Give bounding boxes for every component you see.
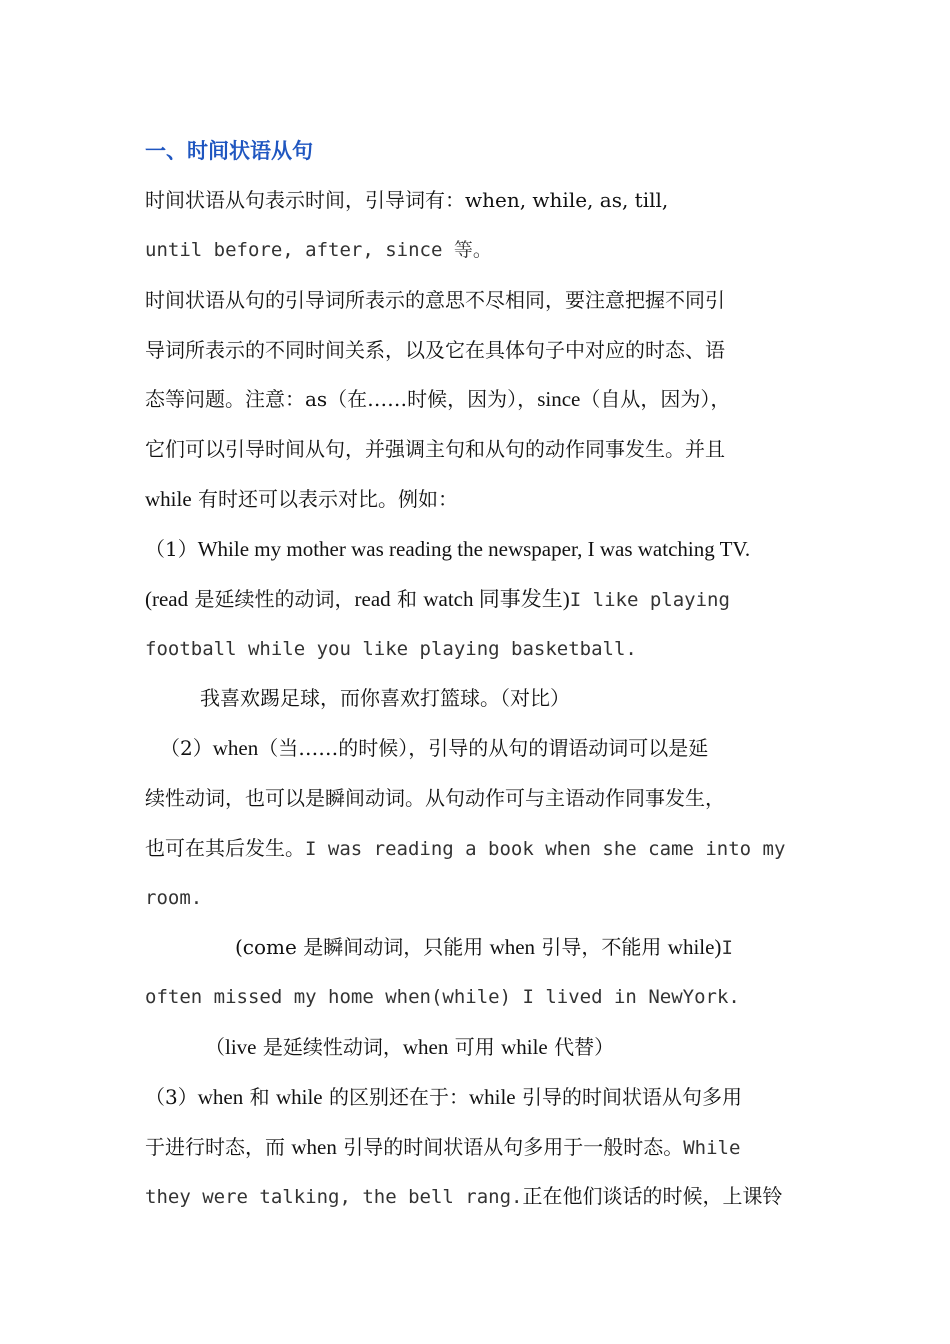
text-run: 有时还可以表示对比。例如： bbox=[191, 487, 459, 511]
text-run: watch bbox=[423, 587, 474, 611]
text-run: when bbox=[291, 1135, 337, 1159]
text-run: （自从，因为）， bbox=[580, 387, 731, 411]
text-run: 代替） bbox=[547, 1035, 615, 1059]
paragraph-line bbox=[145, 286, 725, 314]
text-run: since bbox=[537, 387, 581, 411]
text-run: while bbox=[468, 1085, 516, 1109]
text-run: 我喜欢踢足球，而你喜欢打篮球。（对比） bbox=[200, 686, 570, 710]
paragraph-line bbox=[145, 535, 750, 563]
paragraph-line bbox=[145, 435, 725, 463]
text-run: while bbox=[501, 1035, 548, 1059]
paragraph-line bbox=[200, 684, 570, 712]
text-run: 于进行时态，而 bbox=[145, 1135, 292, 1159]
text-run: they were talking, the bell rang. bbox=[145, 1186, 523, 1208]
text-run: 续性动词，也可以是瞬间动词。从句动作可与主语动作同事发生， bbox=[145, 786, 725, 810]
text-run: （2） bbox=[160, 736, 213, 760]
text-run: （ bbox=[205, 1035, 225, 1059]
text-run: (come 是瞬间动词，只能用 bbox=[235, 935, 490, 959]
paragraph-line bbox=[145, 236, 492, 264]
text-run: 是延续性的动词， bbox=[188, 587, 355, 611]
text-run: While my mother was reading the newspaper, I was watching TV. bbox=[197, 537, 751, 561]
text-run: I like playing bbox=[569, 589, 730, 611]
paragraph-line bbox=[160, 734, 708, 762]
text-run: 同事发生) bbox=[473, 587, 570, 611]
text-run: 时间状语从句表示时间，引导词有：when, while, as, till, bbox=[145, 188, 669, 212]
text-run: live bbox=[225, 1035, 257, 1059]
text-run: while) bbox=[667, 935, 722, 959]
paragraph-line bbox=[145, 186, 668, 214]
text-run: （3） bbox=[145, 1085, 198, 1109]
paragraph-line bbox=[145, 1083, 742, 1111]
text-run: room. bbox=[145, 887, 203, 909]
text-run: when bbox=[489, 935, 536, 959]
text-run: 也可在其后发生。 bbox=[145, 836, 305, 860]
text-run: 引导的时间状语从句多用 bbox=[515, 1085, 742, 1109]
paragraph-line bbox=[205, 1033, 614, 1061]
text-run: when bbox=[197, 1085, 244, 1109]
text-run: 是延续性动词， bbox=[256, 1035, 403, 1059]
text-run: 态等问题。注意：as（在……时候，因为）， bbox=[145, 387, 538, 411]
paragraph-line bbox=[145, 1182, 783, 1211]
text-run: I bbox=[721, 937, 733, 959]
text-run: （1） bbox=[145, 537, 198, 561]
text-run: (read bbox=[145, 587, 189, 611]
text-run: 导词所表示的不同时间关系，以及它在具体句子中对应的时态、语 bbox=[145, 338, 725, 362]
text-run: 引导的时间状语从句多用于一般时态。 bbox=[336, 1135, 684, 1159]
text-run: 时间状语从句的引导词所表示的意思不尽相同，要注意把握不同引 bbox=[145, 288, 725, 312]
text-run: 它们可以引导时间从句，并强调主句和从句的动作同事发生。并且 bbox=[145, 437, 725, 461]
paragraph-line bbox=[145, 485, 458, 513]
text-run: （当……的时候），引导的从句的谓语动词可以是延 bbox=[258, 736, 709, 760]
paragraph-line bbox=[145, 336, 725, 364]
text-run: I was reading a book when she came into my bbox=[305, 838, 786, 860]
text-run: until before, after, since 等。 bbox=[145, 239, 492, 261]
paragraph-line bbox=[145, 784, 725, 812]
paragraph-line bbox=[145, 834, 785, 863]
text-run: when bbox=[212, 736, 259, 760]
paragraph-line bbox=[145, 983, 740, 1011]
text-run: 的区别还在于： bbox=[322, 1085, 469, 1109]
paragraph-line bbox=[235, 933, 733, 962]
text-run: 和 bbox=[243, 1085, 276, 1109]
text-run: 正在他们谈话的时候，上课铃 bbox=[522, 1184, 783, 1208]
text-run: 和 bbox=[390, 587, 424, 611]
text-run: often missed my home when(while) I lived in NewYork. bbox=[145, 986, 740, 1008]
paragraph-line bbox=[145, 1133, 740, 1162]
paragraph-line bbox=[145, 585, 730, 614]
section-heading: 一、时间状语从句 bbox=[145, 139, 313, 163]
text-run: football while you like playing basketball. bbox=[145, 638, 637, 660]
text-run: while bbox=[145, 487, 192, 511]
text-run: 引导，不能用 bbox=[535, 935, 668, 959]
text-run: read bbox=[354, 587, 391, 611]
text-run: when bbox=[402, 1035, 449, 1059]
paragraph-line bbox=[145, 884, 202, 912]
paragraph-line bbox=[145, 385, 730, 413]
text-run: while bbox=[275, 1085, 323, 1109]
text-run: 可用 bbox=[448, 1035, 502, 1059]
paragraph-line bbox=[145, 635, 637, 663]
text-run: While bbox=[683, 1137, 741, 1159]
